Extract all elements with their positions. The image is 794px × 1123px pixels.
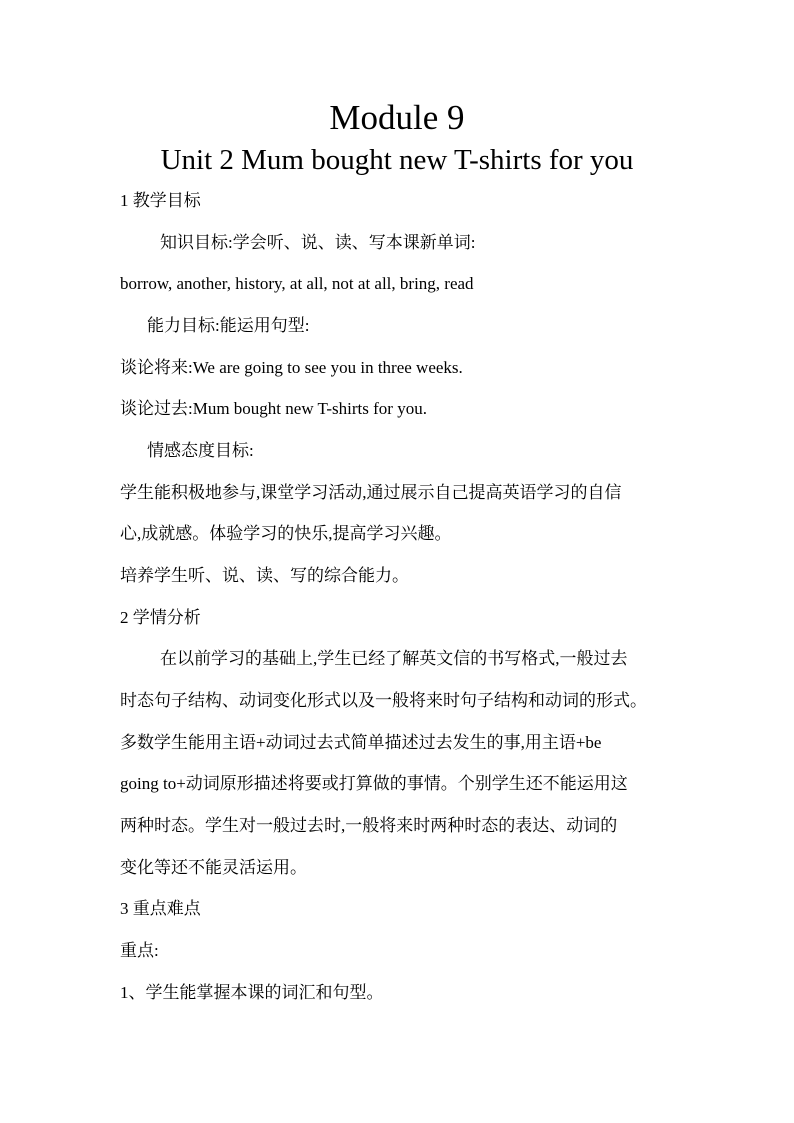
paragraph-line: 多数学生能用主语+动词过去式简单描述过去发生的事,用主语+be xyxy=(120,733,602,752)
knowledge-objective: 知识目标:学会听、说、读、写本课新单词: xyxy=(160,233,476,252)
paragraph-line: 时态句子结构、动词变化形式以及一般将来时句子结构和动词的形式。 xyxy=(120,691,647,710)
paragraph-line: 学生能积极地参与,课堂学习活动,通过展示自己提高英语学习的自信 xyxy=(120,483,622,502)
past-tense-example: 谈论过去:Mum bought new T-shirts for you. xyxy=(120,399,427,418)
affective-objective: 情感态度目标: xyxy=(147,441,254,460)
paragraph-line: 变化等还不能灵活运用。 xyxy=(120,858,307,877)
section-heading-analysis: 2 学情分析 xyxy=(120,608,201,627)
section-heading-key-points: 3 重点难点 xyxy=(120,899,201,918)
paragraph-line: 培养学生听、说、读、写的综合能力。 xyxy=(120,566,409,585)
future-tense-example: 谈论将来:We are going to see you in three weeks. xyxy=(120,358,463,377)
key-points-label: 重点: xyxy=(120,941,159,960)
paragraph-line: 心,成就感。体验学习的快乐,提高学习兴趣。 xyxy=(120,524,452,543)
vocabulary-list: borrow, another, history, at all, not at all, bring, read xyxy=(120,274,474,293)
section-heading-objectives: 1 教学目标 xyxy=(120,191,201,210)
key-point-item: 1、学生能掌握本课的词汇和句型。 xyxy=(120,983,384,1002)
paragraph-line: 在以前学习的基础上,学生已经了解英文信的书写格式,一般过去 xyxy=(160,649,628,668)
page-subtitle: Unit 2 Mum bought new T-shirts for you xyxy=(160,144,634,176)
ability-objective: 能力目标:能运用句型: xyxy=(147,316,310,335)
paragraph-line: going to+动词原形描述将要或打算做的事情。个别学生还不能运用这 xyxy=(120,774,628,793)
page-title: Module 9 xyxy=(329,98,465,137)
paragraph-line: 两种时态。学生对一般过去时,一般将来时两种时态的表达、动词的 xyxy=(120,816,618,835)
